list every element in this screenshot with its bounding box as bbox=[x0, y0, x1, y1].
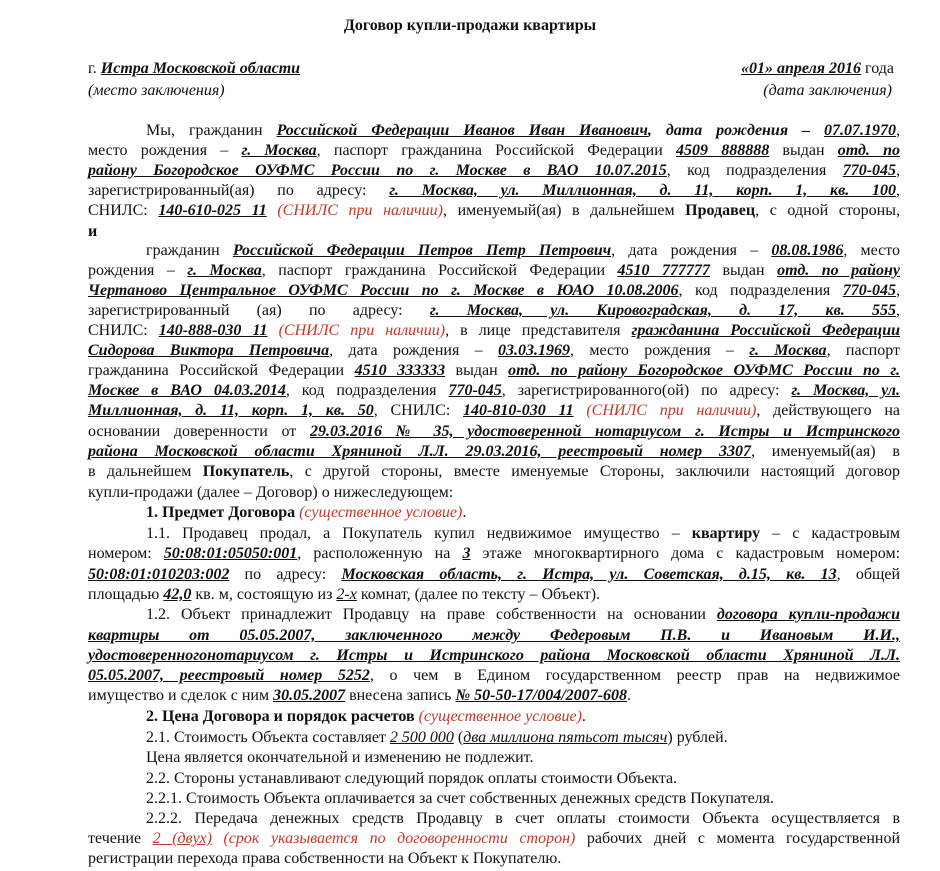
clause-1-2-line-4: 05.05.2007, реестровый номер 5252, о чем в Едином государственном реестр прав на недвижимое bbox=[88, 667, 900, 684]
seller-line-3: району Богородское ОУФМС России по г. Москве в ВАО 10.07.2015, код подразделения 770-045, bbox=[88, 162, 901, 179]
clause-2-2: 2.2. Стороны устанавливают следующий порядок оплаты стоимости Объекта. bbox=[146, 770, 678, 787]
seller-line-4: зарегистрированный(ая) по адресу: г. Москва, ул. Миллионная, д. 11, корп. 1, кв. 100, bbox=[88, 182, 900, 199]
date-value: «01» апреля 2016 bbox=[740, 60, 862, 77]
buyer-line-2: рождения – г. Москва, паспорт гражданина Российской Федерации 4510 777777 выдан отд. по району bbox=[88, 262, 901, 279]
clause-2-1: 2.1. Стоимость Объекта составляет 2 500 000 (два миллиона пятьсот тысяч) рублей. bbox=[146, 729, 728, 746]
buyer-line-3: Чертаново Центральное ОУФМС России по г. Москве в ЮАО 10.08.2006, код подразделения 770-045, bbox=[88, 282, 901, 299]
section-2-heading: 2. Цена Договора и порядок расчетов (существенное условие). bbox=[146, 708, 586, 725]
buyer-line-5: СНИЛС: 140-888-030 11 (СНИЛС при наличии), в лице представителя гражданина Российской Федерации bbox=[88, 322, 900, 339]
place-prefix: г. bbox=[88, 60, 101, 77]
clause-1-2-line-2: квартиры от 05.05.2007, заключенного между Федеровым П.В. и Ивановым И.И., bbox=[88, 627, 900, 644]
clause-2-2-2-line-3: регистрации перехода права собственности на Объект к Покупателю. bbox=[88, 850, 562, 867]
clause-1-2-line-5: имущество и сделок с ним 30.05.2007 внесена запись № 50-50-17/004/2007-608. bbox=[88, 687, 631, 704]
clause-2-1-final: Цена является окончательной и изменению не подлежит. bbox=[146, 749, 534, 766]
buyer-line-8: Москве в ВАО 04.03.2014, код подразделения 770-045, зарегистрированного(ой) по адресу: г. Москва, ул. bbox=[88, 382, 901, 399]
buyer-line-13: купли-продажи (далее – Договор) о нижеследующем: bbox=[88, 484, 454, 501]
place-value: Истра Московской области bbox=[100, 60, 301, 77]
date-suffix: года bbox=[861, 60, 894, 77]
buyer-line-12: в дальнейшем Покупатель, с другой стороны, вместе именуемые Стороны, заключили настоящий договор bbox=[88, 463, 900, 480]
clause-2-2-1: 2.2.1. Стоимость Объекта оплачивается за счет собственных денежных средств Покупателя. bbox=[146, 790, 775, 807]
date-caption: (дата заключения) bbox=[763, 82, 892, 99]
buyer-line-1: гражданин Российской Федерации Петров Петр Петрович, дата рождения – 08.08.1986, место bbox=[146, 242, 901, 259]
date-block bbox=[741, 60, 894, 78]
clause-1-1-line-1: 1.1. Продавец продал, а Покупатель купил недвижимое имущество – квартиру – с кадастровым bbox=[146, 525, 900, 542]
seller-line-1: Мы, гражданин Российской Федерации Иванов Иван Иванович, дата рождения – 07.07.1970, bbox=[146, 122, 901, 139]
buyer-line-4: зарегистрированный (ая) по адресу: г. Москва, ул. Кировоградская, д. 17, кв. 555, bbox=[88, 302, 900, 319]
buyer-line-7: гражданина Российской Федерации 4510 333333 выдан отд. по району Богородское ОУФМС России по г. bbox=[88, 362, 901, 379]
document-title: Договор купли-продажи квартиры bbox=[343, 17, 597, 34]
clause-1-2-line-3: удостоверенногонотариусом г. Истры и Истринского района Московской области Хряниной Л.Л. bbox=[88, 647, 900, 664]
seller-and: и bbox=[88, 223, 98, 240]
buyer-line-10: основании доверенности от 29.03.2016 № 35, удостоверенной нотариусом г. Истры и Истринского bbox=[88, 423, 900, 440]
section-1-heading: 1. Предмет Договора (существенное условие). bbox=[146, 504, 467, 521]
clause-1-1-line-2: номером: 50:08:01:05050:001, расположенную на 3 этаже многоквартирного дома с кадастровым номером: bbox=[88, 545, 901, 562]
clause-2-2-2-line-2: течение 2 (двух) (срок указывается по договоренности сторон) рабочих дней с момента государственной bbox=[88, 830, 901, 847]
seller-line-5: СНИЛС: 140-610-025 11 (СНИЛС при наличии), именуемый(ая) в дальнейшем Продавец, с одной стороны, bbox=[88, 202, 900, 219]
clause-1-1-line-3: 50:08:01:010203:002 по адресу: Московская область, г. Истра, ул. Советская, д.15, кв. 13, общей bbox=[88, 566, 901, 583]
buyer-line-11: района Московской области Хряниной Л.Л. 29.03.2016, реестровый номер 3307, именуемый(ая) в bbox=[88, 443, 900, 460]
clause-1-2-line-1: 1.2. Объект принадлежит Продавцу на праве собственности на основании договора купли-продажи bbox=[146, 606, 900, 623]
place-caption: (место заключения) bbox=[88, 82, 225, 99]
buyer-line-9: Миллионная, д. 11, корп. 1, кв. 50, СНИЛС: 140-810-030 11 (СНИЛС при наличии), действующего на bbox=[88, 402, 901, 419]
place-block bbox=[88, 60, 300, 78]
clause-2-2-2-line-1: 2.2.2. Передача денежных средств Продавцу в счет оплаты стоимости Объекта осуществляется в bbox=[146, 810, 900, 827]
clause-1-1-line-4: площадью 42,0 кв. м, состоящую из 2-х комнат, (далее по тексту – Объект). bbox=[88, 586, 601, 603]
buyer-line-6: Сидорова Виктора Петровича, дата рождения – 03.03.1969, место рождения – г. Москва, паспорт bbox=[88, 342, 901, 359]
seller-line-2: место рождения – г. Москва, паспорт гражданина Российской Федерации 4509 888888 выдан отд. по bbox=[88, 142, 901, 159]
